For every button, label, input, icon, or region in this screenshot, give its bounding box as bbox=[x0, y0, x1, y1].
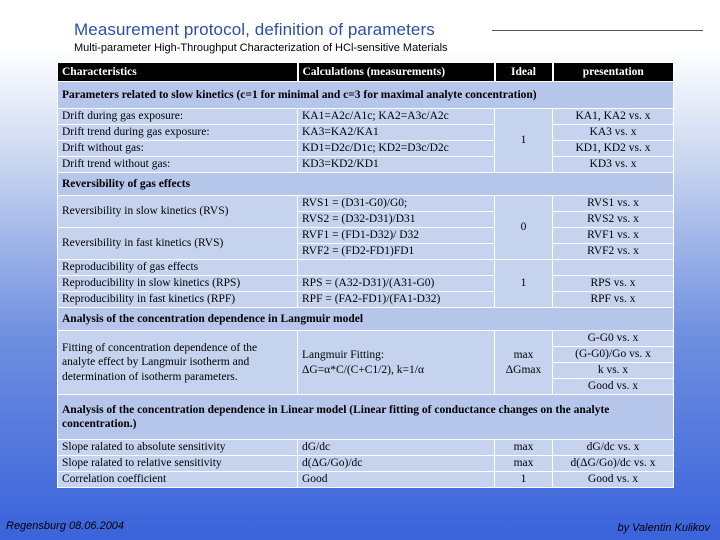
cell-presentation: RVS1 vs. x bbox=[553, 196, 674, 212]
cell-characteristic: Correlation coefficient bbox=[58, 472, 298, 488]
table-row bbox=[58, 472, 674, 488]
cell-ideal: 1 bbox=[495, 109, 553, 173]
cell-characteristic: Reversibility in slow kinetics (RVS) bbox=[58, 196, 298, 228]
cell-calculation: KD1=D2c/D1c; KD2=D3c/D2c bbox=[298, 141, 495, 157]
section-linear: Analysis of the concentration dependence in Linear model (Linear fitting of conductance changes on the analyte concentration.) bbox=[58, 395, 674, 440]
cell-ideal: 0 bbox=[495, 196, 553, 260]
cell-calculation: RVF2 = (FD2-FD1)FD1 bbox=[298, 244, 495, 260]
cell-characteristic bbox=[58, 331, 298, 395]
table-row bbox=[58, 109, 674, 125]
table-row bbox=[58, 82, 674, 109]
cell-presentation: k vs. x bbox=[553, 363, 674, 379]
title-rule bbox=[492, 30, 703, 31]
header-presentation: presentation bbox=[553, 63, 674, 82]
cell-characteristic: Slope ralated to relative sensitivity bbox=[58, 456, 298, 472]
langmuir-description: Fitting of concentration dependence of the analyte effect by Langmuir isotherm and determination of isotherm parameters. bbox=[62, 341, 258, 383]
cell-characteristic: Drift trend without gas: bbox=[58, 157, 298, 173]
page-subtitle: Multi-parameter High-Throughput Characterization of HCl-sensitive Materials bbox=[74, 42, 448, 54]
cell-characteristic: Drift during gas exposure: bbox=[58, 109, 298, 125]
table-row bbox=[58, 157, 674, 173]
langmuir-fitting-title: Langmuir Fitting: bbox=[302, 349, 385, 362]
cell-ideal bbox=[495, 331, 553, 395]
cell-presentation: RVS2 vs. x bbox=[553, 212, 674, 228]
cell-presentation: RPS vs. x bbox=[553, 276, 674, 292]
cell-characteristic: Drift without gas: bbox=[58, 141, 298, 157]
cell-presentation: dG/dc vs. x bbox=[553, 440, 674, 456]
cell-presentation: RVF1 vs. x bbox=[553, 228, 674, 244]
table-row bbox=[58, 228, 674, 244]
cell-presentation: Good vs. x bbox=[553, 379, 674, 395]
table-row bbox=[58, 456, 674, 472]
cell-calculation: dG/dc bbox=[298, 440, 495, 456]
cell-characteristic: Reproducibility of gas effects bbox=[58, 260, 298, 276]
section-langmuir: Analysis of the concentration dependence in Langmuir model bbox=[58, 308, 674, 331]
cell-calculation: RPF = (FA2-FD1)/(FA1-D32) bbox=[298, 292, 495, 308]
table-row bbox=[58, 141, 674, 157]
table-row bbox=[58, 276, 674, 292]
cell-characteristic: Reversibility in fast kinetics (RVS) bbox=[58, 228, 298, 260]
cell-presentation bbox=[553, 260, 674, 276]
table-row bbox=[58, 440, 674, 456]
table-row bbox=[58, 125, 674, 141]
cell-calculation bbox=[298, 331, 495, 395]
cell-characteristic: Reproducibility in fast kinetics (RPF) bbox=[58, 292, 298, 308]
cell-ideal: 1 bbox=[495, 472, 553, 488]
cell-calculation: d(ΔG/Go)/dc bbox=[298, 456, 495, 472]
cell-characteristic: Slope ralated to absolute sensitivity bbox=[58, 440, 298, 456]
table-row bbox=[58, 308, 674, 331]
cell-presentation: d(ΔG/Go)/dc vs. x bbox=[553, 456, 674, 472]
table-row bbox=[58, 260, 674, 276]
page-title: Measurement protocol, definition of parameters bbox=[74, 20, 435, 39]
cell-calculation: RVS2 = (D32-D31)/D31 bbox=[298, 212, 495, 228]
cell-characteristic: Drift trend during gas exposure: bbox=[58, 125, 298, 141]
cell-calculation: RPS = (A32-D31)/(A31-G0) bbox=[298, 276, 495, 292]
cell-calculation bbox=[298, 260, 495, 276]
langmuir-ideal-delta-gmax: ΔGmax bbox=[505, 363, 542, 376]
cell-calculation: KA3=KA2/KA1 bbox=[298, 125, 495, 141]
table-row bbox=[58, 395, 674, 440]
header-calculations: Calculations (measurements) bbox=[298, 63, 495, 82]
cell-calculation: KD3=KD2/KD1 bbox=[298, 157, 495, 173]
cell-characteristic: Reproducibility in slow kinetics (RPS) bbox=[58, 276, 298, 292]
cell-calculation: KA1=A2c/A1c; KA2=A3c/A2c bbox=[298, 109, 495, 125]
footer-author: by Valentin Kulikov bbox=[617, 522, 710, 534]
cell-presentation: KD3 vs. x bbox=[553, 157, 674, 173]
langmuir-ideal-max: max bbox=[513, 349, 534, 362]
footer-place-date: Regensburg 08.06.2004 bbox=[6, 520, 125, 532]
cell-presentation: RVF2 vs. x bbox=[553, 244, 674, 260]
table-header-row bbox=[58, 63, 674, 82]
section-slow-kinetics: Parameters related to slow kinetics (c=1 for minimal and c=3 for maximal analyte concentration) bbox=[58, 82, 674, 109]
cell-ideal: max bbox=[495, 456, 553, 472]
cell-ideal: max bbox=[495, 440, 553, 456]
cell-calculation: RVF1 = (FD1-D32)/ D32 bbox=[298, 228, 495, 244]
cell-calculation: RVS1 = (D31-G0)/G0; bbox=[298, 196, 495, 212]
table-row bbox=[58, 331, 674, 347]
cell-presentation: KA1, KA2 vs. x bbox=[553, 109, 674, 125]
cell-presentation: KD1, KD2 vs. x bbox=[553, 141, 674, 157]
cell-presentation: (G-G0)/Go vs. x bbox=[553, 347, 674, 363]
header-ideal: Ideal bbox=[495, 63, 553, 82]
parameter-table bbox=[57, 62, 674, 488]
cell-presentation: KA3 vs. x bbox=[553, 125, 674, 141]
cell-presentation: RPF vs. x bbox=[553, 292, 674, 308]
cell-calculation: Good bbox=[298, 472, 495, 488]
langmuir-formula: ΔG=α*C/(C+C1/2), k=1/α bbox=[302, 363, 424, 376]
table-row bbox=[58, 173, 674, 196]
table-row bbox=[58, 292, 674, 308]
cell-ideal: 1 bbox=[495, 260, 553, 308]
header-characteristics: Characteristics bbox=[58, 63, 298, 82]
cell-presentation: G-G0 vs. x bbox=[553, 331, 674, 347]
section-reversibility: Reversibility of gas effects bbox=[58, 173, 674, 196]
table-row bbox=[58, 196, 674, 212]
cell-presentation: Good vs. x bbox=[553, 472, 674, 488]
